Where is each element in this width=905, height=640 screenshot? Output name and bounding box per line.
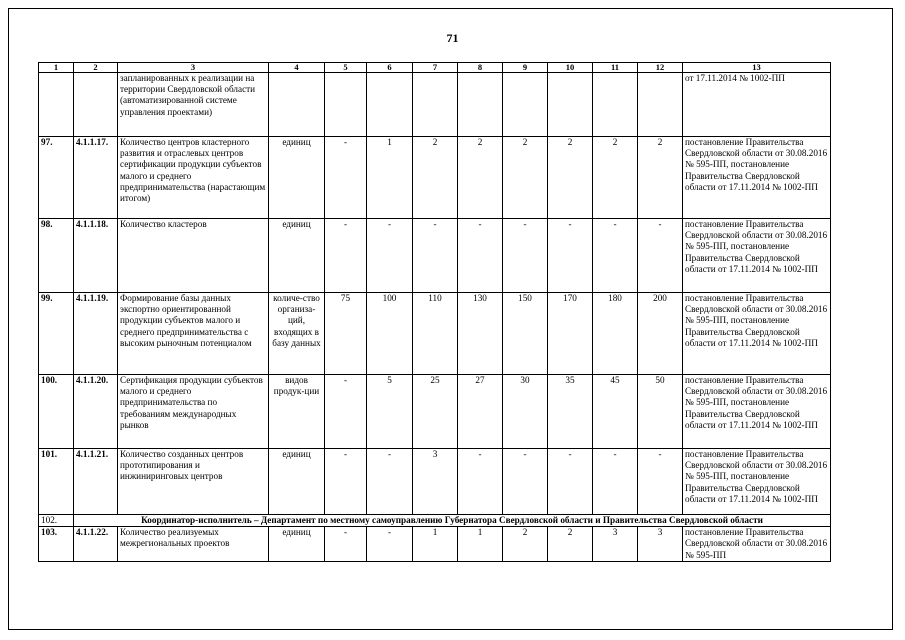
year-value: 50 bbox=[638, 375, 683, 449]
source-document: постановление Правительства Свердловской области от 30.08.2016 № 595-ПП, постановление Правительства Свердловской области от 17.11.2014 № 1002-ПП bbox=[683, 137, 831, 219]
year-value: 2 bbox=[413, 137, 458, 219]
year-value: 2 bbox=[548, 137, 593, 219]
year-value: 2 bbox=[593, 137, 638, 219]
unit-of-measure: единиц bbox=[269, 449, 325, 515]
year-value: 110 bbox=[413, 293, 458, 375]
year-value: - bbox=[325, 375, 367, 449]
table-row bbox=[39, 449, 831, 515]
indicator-name: Количество центров кластерного развития и отраслевых центров сертификации продукции субъектов малого и среднего предпринимательства (нарастающим итогом) bbox=[118, 137, 269, 219]
table-row bbox=[39, 375, 831, 449]
row-number: 100. bbox=[39, 375, 74, 449]
row-number: 99. bbox=[39, 293, 74, 375]
table-row bbox=[39, 73, 831, 137]
year-value: 200 bbox=[638, 293, 683, 375]
year-value: 45 bbox=[593, 375, 638, 449]
row-number bbox=[39, 73, 74, 137]
year-value: 2 bbox=[503, 137, 548, 219]
year-value: - bbox=[325, 527, 367, 562]
column-header: 2 bbox=[74, 63, 118, 73]
year-value: - bbox=[593, 219, 638, 293]
unit-of-measure: единиц bbox=[269, 137, 325, 219]
year-value: 75 bbox=[325, 293, 367, 375]
indicator-code: 4.1.1.20. bbox=[74, 375, 118, 449]
year-value: - bbox=[638, 449, 683, 515]
year-value: 130 bbox=[458, 293, 503, 375]
unit-of-measure: единиц bbox=[269, 527, 325, 562]
year-value: - bbox=[367, 527, 413, 562]
year-value: 180 bbox=[593, 293, 638, 375]
year-value: - bbox=[503, 449, 548, 515]
year-value: 2 bbox=[503, 527, 548, 562]
column-header: 10 bbox=[548, 63, 593, 73]
year-value: 2 bbox=[548, 527, 593, 562]
year-value: 1 bbox=[413, 527, 458, 562]
source-document: постановление Правительства Свердловской области от 30.08.2016 № 595-ПП, постановление Правительства Свердловской области от 17.11.2014 № 1002-ПП bbox=[683, 375, 831, 449]
source-document: от 17.11.2014 № 1002-ПП bbox=[683, 73, 831, 137]
year-value: 25 bbox=[413, 375, 458, 449]
column-header: 5 bbox=[325, 63, 367, 73]
column-header: 12 bbox=[638, 63, 683, 73]
year-value: - bbox=[325, 219, 367, 293]
indicator-name: Количество созданных центров прототипирования и инжиниринговых центров bbox=[118, 449, 269, 515]
column-header: 7 bbox=[413, 63, 458, 73]
indicators-table bbox=[38, 62, 831, 562]
table-row bbox=[39, 527, 831, 562]
indicator-name: запланированных к реализации на территории Свердловской области (автоматизированной системе управления проектами) bbox=[118, 73, 269, 137]
indicator-name: Количество реализуемых межрегиональных проектов bbox=[118, 527, 269, 562]
year-value: 2 bbox=[638, 137, 683, 219]
indicator-code: 4.1.1.19. bbox=[74, 293, 118, 375]
coordinator-row bbox=[39, 515, 831, 527]
row-number: 97. bbox=[39, 137, 74, 219]
unit-of-measure: единиц bbox=[269, 219, 325, 293]
year-value bbox=[593, 73, 638, 137]
column-header: 8 bbox=[458, 63, 503, 73]
column-header: 4 bbox=[269, 63, 325, 73]
indicator-name: Количество кластеров bbox=[118, 219, 269, 293]
year-value: - bbox=[638, 219, 683, 293]
source-document: постановление Правительства Свердловской области от 30.08.2016 № 595-ПП bbox=[683, 527, 831, 562]
year-value: - bbox=[593, 449, 638, 515]
table-row bbox=[39, 293, 831, 375]
year-value: - bbox=[458, 219, 503, 293]
year-value: 3 bbox=[638, 527, 683, 562]
year-value: 35 bbox=[548, 375, 593, 449]
table-row bbox=[39, 219, 831, 293]
year-value: - bbox=[413, 219, 458, 293]
year-value: 1 bbox=[458, 527, 503, 562]
source-document: постановление Правительства Свердловской области от 30.08.2016 № 595-ПП, постановление Правительства Свердловской области от 17.11.2014 № 1002-ПП bbox=[683, 293, 831, 375]
year-value: - bbox=[548, 449, 593, 515]
year-value: 150 bbox=[503, 293, 548, 375]
unit-of-measure: видов продук-ции bbox=[269, 375, 325, 449]
year-value: - bbox=[325, 137, 367, 219]
source-document: постановление Правительства Свердловской области от 30.08.2016 № 595-ПП, постановление Правительства Свердловской области от 17.11.2014 № 1002-ПП bbox=[683, 449, 831, 515]
year-value: 30 bbox=[503, 375, 548, 449]
year-value: 100 bbox=[367, 293, 413, 375]
indicator-name: Формирование базы данных экспортно ориентированной продукции субъектов малого и среднего предпринимательства с высоким рыночным потенциалом bbox=[118, 293, 269, 375]
year-value bbox=[638, 73, 683, 137]
year-value: - bbox=[548, 219, 593, 293]
year-value bbox=[325, 73, 367, 137]
coordinator-text: Координатор-исполнитель – Департамент по местному самоуправлению Губернатора Свердловской области и Правительства Свердловской области bbox=[74, 515, 831, 527]
column-header: 9 bbox=[503, 63, 548, 73]
indicator-code: 4.1.1.17. bbox=[74, 137, 118, 219]
year-value: 170 bbox=[548, 293, 593, 375]
page-number: 71 bbox=[446, 31, 459, 45]
column-header: 11 bbox=[593, 63, 638, 73]
year-value: 1 bbox=[367, 137, 413, 219]
column-header: 6 bbox=[367, 63, 413, 73]
year-value: - bbox=[367, 449, 413, 515]
row-number: 101. bbox=[39, 449, 74, 515]
indicator-code: 4.1.1.22. bbox=[74, 527, 118, 562]
year-value bbox=[503, 73, 548, 137]
header-row bbox=[39, 63, 831, 73]
year-value: - bbox=[367, 219, 413, 293]
year-value bbox=[548, 73, 593, 137]
indicator-code: 4.1.1.21. bbox=[74, 449, 118, 515]
year-value bbox=[458, 73, 503, 137]
year-value: - bbox=[458, 449, 503, 515]
column-header: 1 bbox=[39, 63, 74, 73]
year-value: 3 bbox=[413, 449, 458, 515]
source-document: постановление Правительства Свердловской области от 30.08.2016 № 595-ПП, постановление Правительства Свердловской области от 17.11.2014 № 1002-ПП bbox=[683, 219, 831, 293]
year-value: - bbox=[325, 449, 367, 515]
year-value: 5 bbox=[367, 375, 413, 449]
row-number: 98. bbox=[39, 219, 74, 293]
year-value bbox=[413, 73, 458, 137]
unit-of-measure bbox=[269, 73, 325, 137]
year-value: 3 bbox=[593, 527, 638, 562]
indicator-name: Сертификация продукции субъектов малого и среднего предпринимательства по требованиям международных рынков bbox=[118, 375, 269, 449]
year-value bbox=[367, 73, 413, 137]
indicator-code bbox=[74, 73, 118, 137]
year-value: 27 bbox=[458, 375, 503, 449]
unit-of-measure: количе-ство организа-ций, входящих в базу данных bbox=[269, 293, 325, 375]
row-number: 103. bbox=[39, 527, 74, 562]
table-row bbox=[39, 137, 831, 219]
year-value: 2 bbox=[458, 137, 503, 219]
indicator-code: 4.1.1.18. bbox=[74, 219, 118, 293]
column-header: 13 bbox=[683, 63, 831, 73]
row-number: 102. bbox=[39, 515, 74, 527]
year-value: - bbox=[503, 219, 548, 293]
column-header: 3 bbox=[118, 63, 269, 73]
